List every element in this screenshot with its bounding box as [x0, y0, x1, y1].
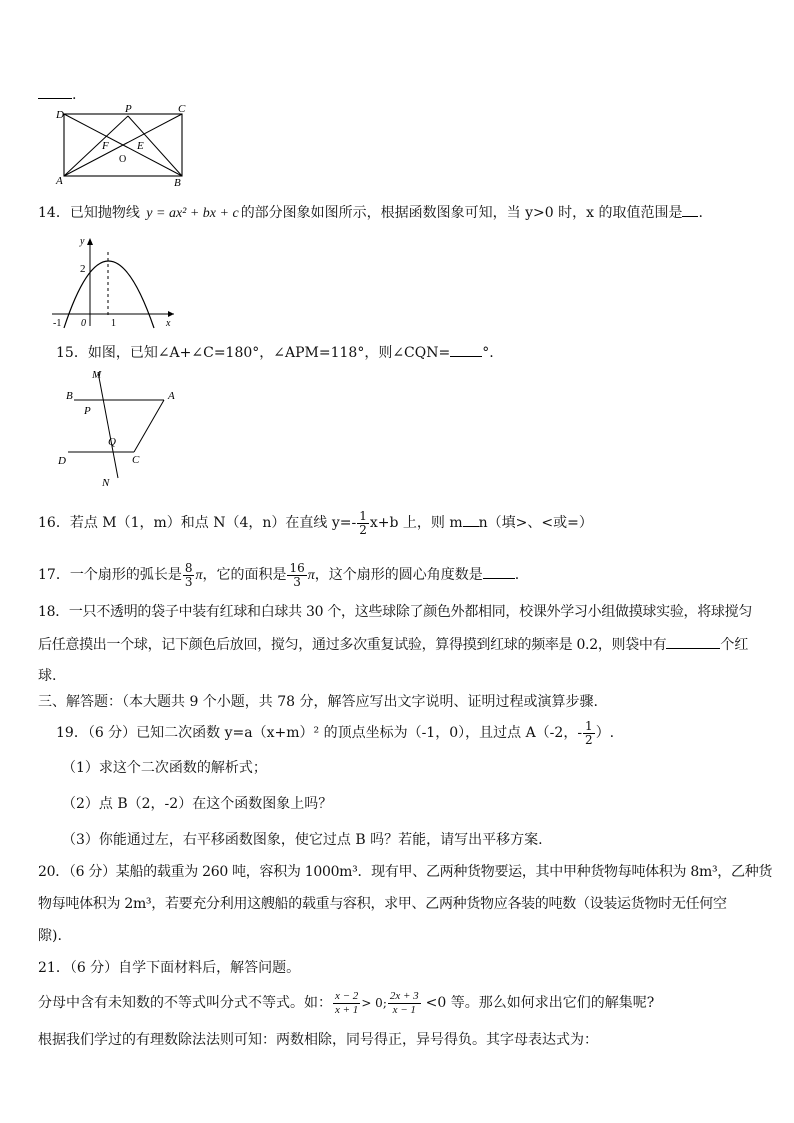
section-3-title [38, 692, 598, 712]
label-d: D [56, 109, 64, 121]
answer-blank [38, 84, 72, 99]
parallel-lines-figure [54, 366, 184, 490]
q21-fraction-2 [388, 990, 421, 1017]
question-20-line1 [38, 862, 772, 882]
question-20-line3 [38, 926, 62, 946]
question-21-line1 [38, 986, 654, 1020]
q17-suffix: ，这个扇形的圆心角度数是 [314, 567, 483, 583]
frac-numerator: x − 2 [335, 989, 359, 1002]
label-1: 1 [111, 318, 116, 329]
q18-line2-prefix: 后任意摸出一个球，记下颜色后放回，搅匀，通过多次重复试验，算得摸到红球的频率是 0.2，则袋中有 [38, 637, 667, 653]
rectangle-figure [50, 103, 200, 189]
q17-end: . [514, 567, 520, 583]
frac-denominator: x + 1 [335, 1003, 359, 1016]
label-d: D [58, 455, 66, 467]
q21-gt0: > 0; [361, 996, 387, 1010]
label-o: O [119, 154, 127, 165]
frac-denominator: 3 [293, 574, 301, 589]
frac-denominator: 2 [359, 522, 367, 537]
label-f: F [102, 140, 109, 152]
frac-numerator: 1 [359, 508, 367, 523]
question-21-line2 [38, 1030, 598, 1050]
parabola-figure [50, 232, 180, 328]
q19-sub1: （1）求这个二次函数的解析式； [62, 760, 267, 776]
label-e: E [137, 140, 144, 152]
label-neg1: -1 [53, 318, 62, 329]
q21-fraction-1 [333, 990, 360, 1017]
q15-text: 15．如图，已知∠A+∠C=180°，∠APM=118°，则∠CQN= [56, 345, 451, 361]
frac-denominator: 3 [184, 574, 193, 589]
x-axis-arrow [168, 311, 174, 317]
frac-numerator: 8 [184, 560, 193, 575]
label-c: C [178, 103, 186, 115]
q14-formula: y = ax² + bx + c [146, 206, 239, 221]
y-axis-arrow [87, 238, 93, 245]
q20-line2: 物每吨体积为 2m³，若要充分利用这艘船的载重与容积，求甲、乙两种货物应各装的吨数（设装运货物时无任何空 [38, 896, 727, 912]
label-2: 2 [80, 263, 86, 275]
q15-end: °. [482, 345, 494, 361]
q20-line1: 20．（6 分）某船的载重为 260 吨，容积为 1000m³．现有甲、乙两种货物要运，其中甲种货物每吨体积为 8m³，乙种货 [38, 864, 773, 880]
line-mn [98, 372, 118, 478]
q19-prefix: 19．（6 分）已知二次函数 y=a（x+m）² 的顶点坐标为（-1，0），且过点 A（-2，- [56, 725, 583, 741]
label-y: y [80, 236, 85, 247]
q14-suffix: 的部分图象如图所示，根据函数图象可知，当 y>0 时，x 的取值范围是 [240, 205, 683, 221]
q19-fraction [583, 720, 595, 747]
q17-fraction-area [287, 562, 306, 589]
frac-numerator: 16 [289, 560, 305, 575]
q18-line3: 球. [38, 668, 57, 684]
label-q: Q [108, 436, 116, 448]
q14-end: . [698, 205, 703, 221]
q13-answer-line [38, 84, 76, 105]
q18-line1: 18．一只不透明的袋子中装有红球和白球共 30 个，这些球除了颜色外都相同，校课外学习小组做摸球实验，将球搅匀 [38, 604, 753, 620]
label-c: C [132, 454, 140, 466]
q20-line3: 隙). [38, 928, 62, 944]
q17-mid: ，它的面积是 [202, 567, 287, 583]
question-19-sub1 [62, 758, 267, 778]
label-a: A [56, 175, 63, 187]
question-16 [38, 506, 593, 540]
q19-sub3: （3）你能通过左，右平移函数图象，使它过点 B 吗？若能，请写出平移方案. [62, 832, 543, 848]
q16-mid: x+b 上，则 m [369, 515, 463, 531]
line-ac [134, 400, 164, 452]
question-14 [38, 202, 703, 224]
label-x: x [166, 318, 171, 329]
frac-numerator: 1 [585, 718, 593, 733]
q13-end-dot: . [72, 87, 77, 103]
question-20-line2 [38, 894, 727, 914]
label-0: 0 [81, 318, 86, 329]
question-19-sub3 [62, 830, 543, 850]
line-ap [64, 116, 128, 176]
label-p: P [84, 405, 91, 417]
q21-line1-prefix: 分母中含有未知数的不等式叫分式不等式。如： [38, 995, 332, 1011]
label-m: M [92, 369, 102, 381]
q19-suffix: ）. [595, 725, 615, 741]
frac-numerator: 2x + 3 [389, 989, 419, 1002]
label-n: N [102, 477, 110, 489]
question-18-line1 [38, 602, 752, 622]
q18-line2-suffix: 个红 [720, 637, 749, 653]
pi-symbol: π [307, 568, 315, 583]
label-a: A [168, 390, 175, 402]
question-15 [56, 342, 494, 363]
q16-fraction [357, 510, 369, 537]
frac-denominator: x − 1 [392, 1003, 416, 1016]
parabola-curve [64, 261, 154, 328]
answer-blank [682, 202, 698, 217]
label-b: B [174, 177, 181, 189]
label-p: P [125, 103, 132, 115]
answer-blank [483, 564, 515, 579]
q14-prefix: 14．已知抛物线 [38, 205, 140, 221]
q21-line1-suffix: <0 等。那么如何求出它们的解集呢? [425, 995, 655, 1011]
q19-sub2: （2）点 B（2，-2）在这个函数图象上吗？ [62, 796, 333, 812]
pi-symbol: π [195, 568, 203, 583]
question-21-title [38, 958, 300, 978]
answer-blank [666, 634, 720, 649]
section-3-text: 三、解答题：（本大题共 9 个小题，共 78 分，解答应写出文字说明、证明过程或演算步骤. [38, 694, 598, 710]
question-18-line2 [38, 634, 748, 655]
label-b: B [66, 390, 73, 402]
answer-blank [450, 342, 482, 357]
q21-title: 21．（6 分）自学下面材料后，解答问题。 [38, 960, 301, 976]
q21-line2: 根据我们学过的有理数除法法则可知：两数相除，同号得正，异号得负。其字母表达式为： [38, 1032, 598, 1048]
question-17 [38, 558, 519, 593]
question-19 [56, 716, 614, 750]
q16-suffix: n（填>、<或=） [478, 515, 593, 531]
q17-fraction-arc [183, 562, 195, 589]
question-19-sub2 [62, 794, 332, 814]
question-18-line3 [38, 666, 56, 686]
q16-prefix: 16．若点 M（1，m）和点 N（4，n）在直线 y=- [38, 515, 357, 531]
frac-denominator: 2 [585, 732, 593, 747]
answer-blank [463, 512, 479, 527]
q17-prefix: 17．一个扇形的弧长是 [38, 567, 182, 583]
